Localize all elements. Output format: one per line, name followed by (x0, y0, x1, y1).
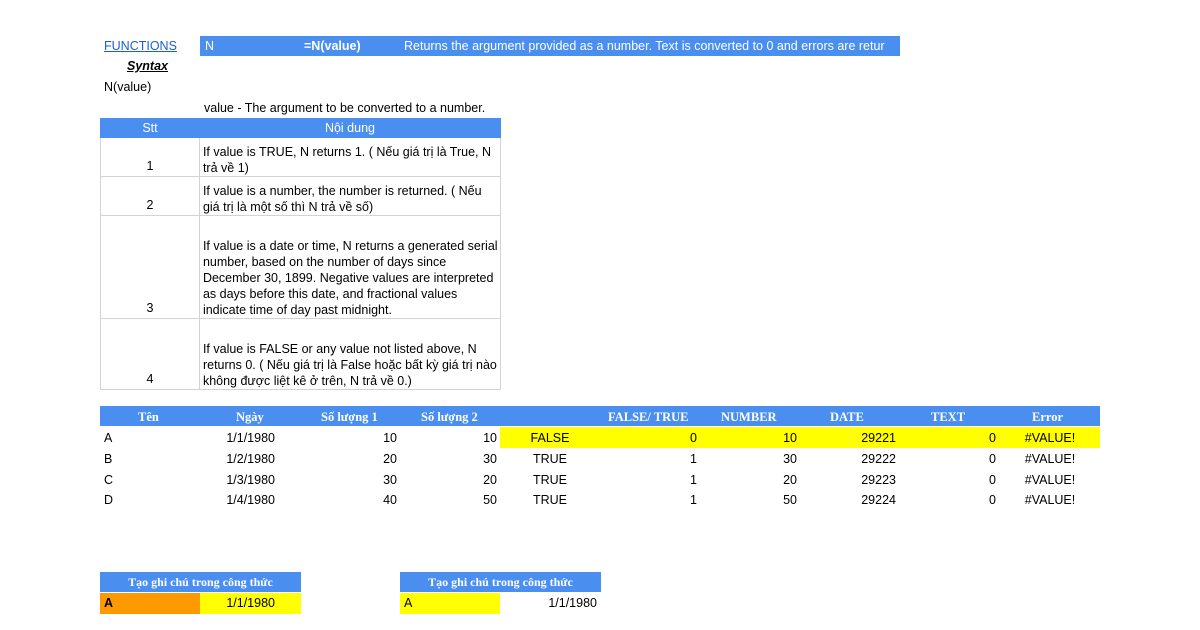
row-content: If value is TRUE, N returns 1. ( Nếu giá trị là True, N trả về 1) (199, 138, 500, 177)
cell-sl1[interactable]: 10 (383, 431, 397, 445)
cell-bool[interactable]: TRUE (532, 473, 568, 487)
cell-error[interactable]: #VALUE! (1024, 452, 1076, 466)
col-header-error: Error (1032, 410, 1064, 424)
cell-ten[interactable]: B (104, 452, 113, 466)
row-stt: 4 (101, 319, 200, 390)
note-header-1: Tạo ghi chú trong công thức (100, 572, 301, 592)
syntax-label: Syntax (127, 59, 168, 73)
description-table (100, 118, 501, 390)
cell-ngay[interactable]: 1/1/1980 (226, 431, 275, 445)
note-label-1[interactable]: A (100, 593, 200, 614)
cell-error[interactable]: #VALUE! (1024, 431, 1076, 445)
row-content: If value is a number, the number is returned. ( Nếu giá trị là một số thì N trả về số) (199, 177, 500, 216)
cell-date[interactable]: 29222 (861, 452, 896, 466)
cell-bool[interactable]: TRUE (532, 493, 568, 507)
note-label-2[interactable]: A (400, 593, 500, 614)
col-header-ten: Tên (138, 410, 159, 424)
note-value-1[interactable]: 1/1/1980 (200, 593, 301, 614)
col-header-text: TEXT (931, 410, 966, 424)
cell-sl2[interactable]: 50 (483, 493, 497, 507)
cell-number[interactable]: 30 (783, 452, 797, 466)
header-content: Nội dung (199, 119, 500, 138)
cell-sl1[interactable]: 20 (383, 452, 397, 466)
cell-number[interactable]: 20 (783, 473, 797, 487)
cell-error[interactable]: #VALUE! (1024, 473, 1076, 487)
cell-ten[interactable]: D (104, 493, 114, 507)
cell-ten[interactable]: A (104, 431, 113, 445)
col-header-bool: FALSE/ TRUE (608, 410, 689, 424)
header-stt: Stt (101, 119, 200, 138)
cell-sl1[interactable]: 40 (383, 493, 397, 507)
description-row (101, 319, 501, 390)
cell-sl2[interactable]: 20 (483, 473, 497, 487)
note-value-2[interactable]: 1/1/1980 (548, 596, 597, 610)
cell-n_bool[interactable]: 1 (690, 473, 697, 487)
col-header-sl1: Số lượng 1 (321, 410, 378, 424)
cell-sl2[interactable]: 10 (483, 431, 497, 445)
function-formula: =N(value) (304, 39, 361, 53)
cell-ngay[interactable]: 1/2/1980 (226, 452, 275, 466)
functions-link[interactable]: FUNCTIONS (104, 39, 177, 53)
cell-n_bool[interactable]: 1 (690, 493, 697, 507)
row-stt: 2 (101, 177, 200, 216)
cell-number[interactable]: 10 (783, 431, 797, 445)
row-stt: 1 (101, 138, 200, 177)
cell-date[interactable]: 29224 (861, 493, 896, 507)
cell-bool[interactable]: TRUE (532, 452, 568, 466)
cell-text[interactable]: 0 (989, 493, 996, 507)
cell-date[interactable]: 29221 (861, 431, 896, 445)
col-header-number: NUMBER (721, 410, 777, 424)
cell-text[interactable]: 0 (989, 431, 996, 445)
cell-text[interactable]: 0 (989, 473, 996, 487)
cell-date[interactable]: 29223 (861, 473, 896, 487)
description-row (101, 138, 501, 177)
cell-number[interactable]: 50 (783, 493, 797, 507)
cell-text[interactable]: 0 (989, 452, 996, 466)
cell-sl2[interactable]: 30 (483, 452, 497, 466)
row-stt: 3 (101, 216, 200, 319)
note-header-2: Tạo ghi chú trong công thức (400, 572, 601, 592)
cell-error[interactable]: #VALUE! (1024, 493, 1076, 507)
col-header-sl2: Số lượng 2 (421, 410, 478, 424)
function-description: Returns the argument provided as a number. Text is converted to 0 and errors are retur (404, 39, 885, 53)
description-row (101, 177, 501, 216)
row-content: If value is a date or time, N returns a generated serial number, based on the number of days since December 30, 1899. Negative values are interpreted as days before this date, and fractional values indicate time of day past midnight. (199, 216, 500, 319)
cell-bool[interactable]: FALSE (530, 431, 570, 445)
cell-ten[interactable]: C (104, 473, 114, 487)
argument-note: value - The argument to be converted to a number. (204, 101, 486, 115)
cell-sl1[interactable]: 30 (383, 473, 397, 487)
row-content: If value is FALSE or any value not listed above, N returns 0. ( Nếu giá trị là False hoặc bất kỳ giá trị nào không được liệt kê ở trên, N trả về 0.) (199, 319, 500, 390)
col-header-ngay: Ngày (236, 410, 264, 424)
cell-n_bool[interactable]: 1 (690, 452, 697, 466)
function-name: N (205, 39, 215, 53)
syntax-value: N(value) (104, 80, 152, 94)
cell-ngay[interactable]: 1/3/1980 (226, 473, 275, 487)
description-header-row (101, 119, 501, 138)
cell-n_bool[interactable]: 0 (690, 431, 697, 445)
description-row (101, 216, 501, 319)
function-header-bar (200, 36, 900, 56)
cell-ngay[interactable]: 1/4/1980 (226, 493, 275, 507)
col-header-date: DATE (830, 410, 864, 424)
